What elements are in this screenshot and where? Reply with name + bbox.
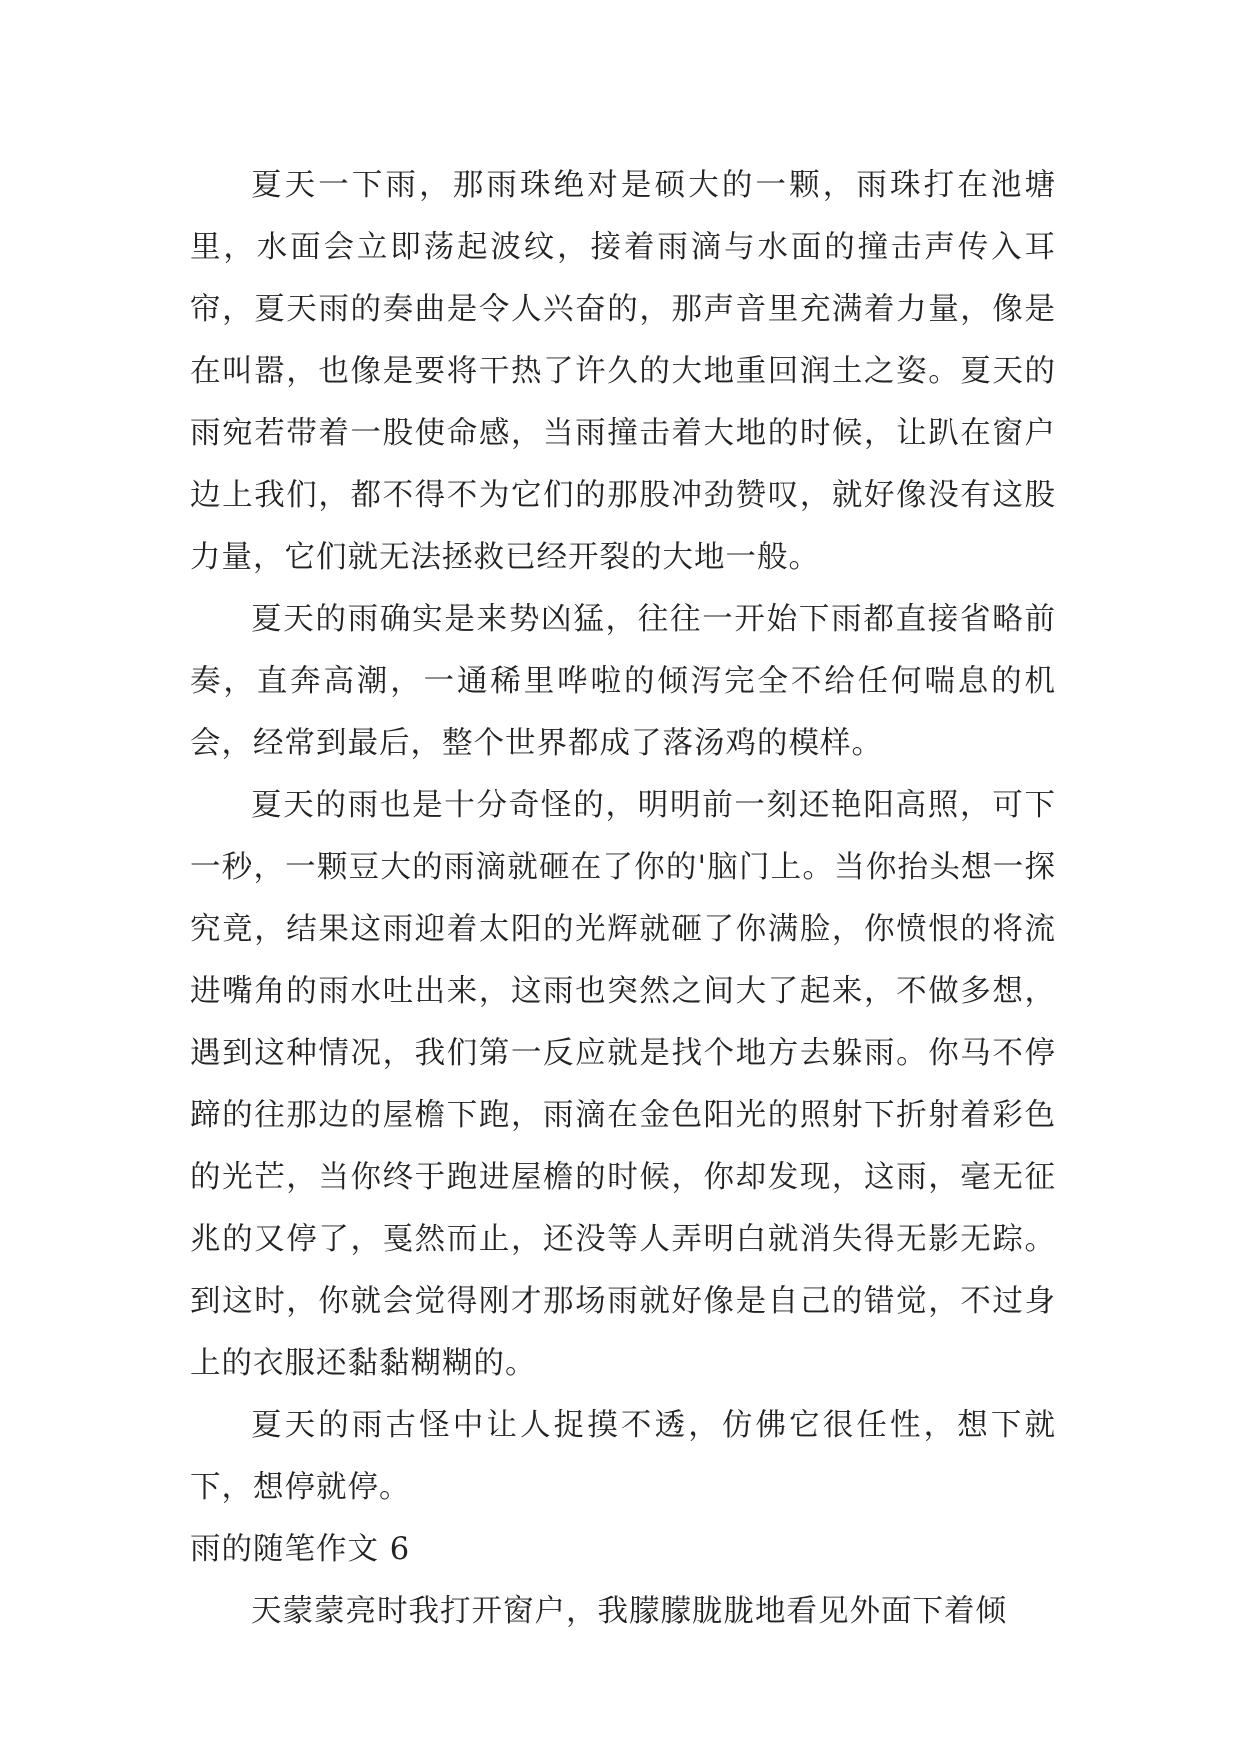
document-body <box>190 155 1056 1643</box>
paragraph-summer-rain-intro: 夏天一下雨，那雨珠绝对是硕大的一颗，雨珠打在池塘里，水面会立即荡起波纹，接着雨滴与水面的撞击声传入耳帘，夏天雨的奏曲是令人兴奋的，那声音里充满着力量，像是在叫嚣，也像是要将干热了许久的大地重回润土之姿。夏天的雨宛若带着一股使命感，当雨撞击着大地的时候，让趴在窗户边上我们，都不得不为它们的那股冲劲赞叹，就好像没有这股力量，它们就无法拯救已经开裂的大地一般。 <box>190 168 1056 575</box>
paragraph-summer-rain-fierce: 夏天的雨确实是来势凶猛，往往一开始下雨都直接省略前奏，直奔高潮，一通稀里哗啦的倾泻完全不给任何喘息的机会，经常到最后，整个世界都成了落汤鸡的模样。 <box>190 602 1056 761</box>
paragraph-dawn-window: 天蒙蒙亮时我打开窗户，我朦朦胧胧地看见外面下着倾 <box>251 1594 1007 1629</box>
section-heading: 雨的随笔作文 6 <box>190 1532 411 1567</box>
paragraph-summer-rain-strange: 夏天的雨也是十分奇怪的，明明前一刻还艳阳高照，可下一秒，一颗豆大的雨滴就砸在了你的'脑门上。当你抬头想一探究竟，结果这雨迎着太阳的光辉就砸了你满脸，你愤恨的将流进嘴角的雨水吐出来，这雨也突然之间大了起来，不做多想，遇到这种情况，我们第一反应就是找个地方去躲雨。你马不停蹄的往那边的屋檐下跑，雨滴在金色阳光的照射下折射着彩色的光芒，当你终于跑进屋檐的时候，你却发现，这雨，毫无征兆的又停了，戛然而止，还没等人弄明白就消失得无影无踪。到这时，你就会觉得刚才那场雨就好像是自己的错觉，不过身上的衣服还黏黏糊糊的。 <box>190 788 1056 1381</box>
paragraph-summer-rain-willful: 夏天的雨古怪中让人捉摸不透，仿佛它很任性，想下就下，想停就停。 <box>190 1408 1056 1505</box>
